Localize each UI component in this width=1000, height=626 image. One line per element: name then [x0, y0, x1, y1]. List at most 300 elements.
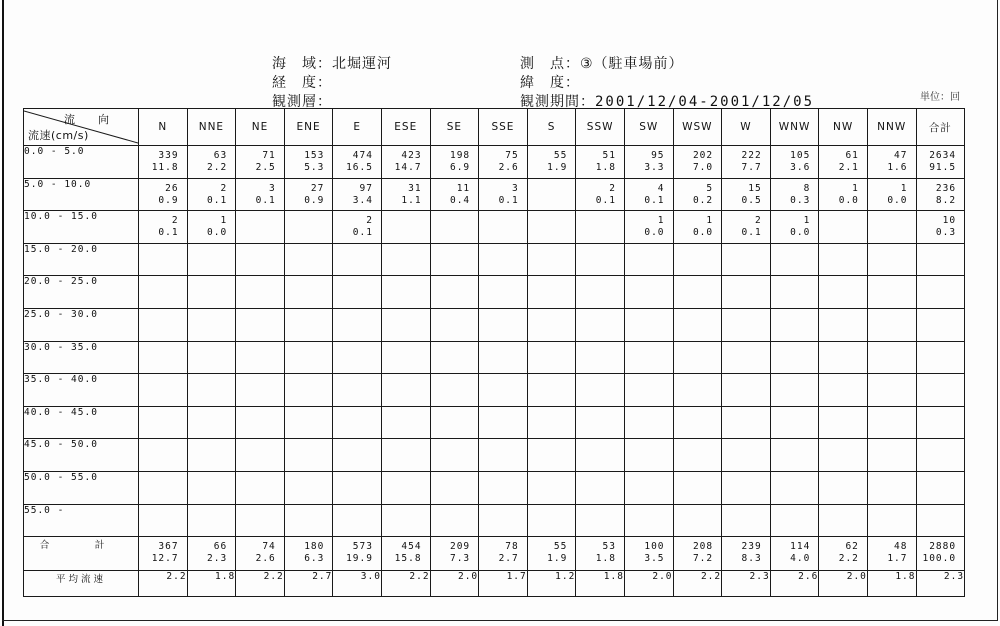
- percent-value: 2.7: [498, 553, 519, 565]
- table-cell: [430, 178, 479, 211]
- table-cell: [333, 374, 382, 407]
- table-cell: [284, 276, 333, 309]
- frequency-value: [139, 179, 187, 207]
- frequency-value: [382, 146, 430, 174]
- total-cell: [527, 537, 576, 571]
- percent-value: 2.6: [255, 553, 276, 565]
- percent-value: 0.0: [207, 227, 228, 239]
- table-cell: [527, 276, 576, 309]
- count-value: 51: [602, 150, 616, 161]
- table-cell: [527, 211, 576, 244]
- count-value: 222: [741, 150, 762, 161]
- percent-value: 2.3: [207, 553, 228, 565]
- table-cell: [479, 406, 528, 439]
- direction-header-ne: NE: [236, 109, 285, 146]
- count-value: 61: [845, 150, 859, 161]
- count-value: 53: [602, 541, 616, 553]
- percent-value: 2.6: [498, 162, 519, 173]
- table-cell: [722, 341, 771, 374]
- average-speed-cell: 2.3: [916, 571, 965, 597]
- table-cell: [916, 504, 965, 537]
- table-cell: [479, 276, 528, 309]
- table-cell: [479, 341, 528, 374]
- table-cell: [430, 406, 479, 439]
- table-cell: [236, 471, 285, 504]
- frequency-value: [236, 537, 284, 565]
- table-cell: [284, 439, 333, 472]
- table-cell: [187, 178, 236, 211]
- table-cell: [576, 504, 625, 537]
- table-cell: [916, 178, 965, 211]
- percent-value: 3.6: [790, 162, 811, 173]
- table-cell: [867, 504, 916, 537]
- table-cell: [722, 374, 771, 407]
- table-cell: [381, 504, 430, 537]
- table-cell: [576, 374, 625, 407]
- frequency-value: [576, 537, 624, 565]
- table-cell: [284, 146, 333, 179]
- average-speed-cell: 1.8: [187, 571, 236, 597]
- frequency-value: [674, 179, 722, 207]
- frequency-value: [236, 146, 284, 174]
- table-cell: [673, 374, 722, 407]
- table-cell: [867, 471, 916, 504]
- table-cell: [722, 276, 771, 309]
- table-cell: [284, 406, 333, 439]
- table-cell: [770, 471, 819, 504]
- table-cell: [722, 471, 771, 504]
- table-cell: [576, 276, 625, 309]
- count-value: 198: [449, 150, 471, 161]
- average-speed-cell: 2.7: [284, 571, 333, 597]
- table-cell: [139, 243, 188, 276]
- count-value: 236: [935, 182, 957, 194]
- total-cell: [284, 537, 333, 571]
- average-speed-cell: 2.3: [722, 571, 771, 597]
- count-value: 8: [803, 182, 811, 194]
- percent-value: 19.9: [346, 553, 373, 565]
- speed-range-label: 5.0 - 10.0: [24, 178, 139, 211]
- percent-value: 0.1: [644, 194, 665, 206]
- frequency-value: [285, 146, 333, 174]
- direction-header-ese: ESE: [381, 109, 430, 146]
- table-cell: [673, 178, 722, 211]
- table-cell: [916, 374, 965, 407]
- station-label: 測 点: [520, 56, 565, 72]
- percent-value: 7.2: [692, 553, 714, 565]
- table-cell: [479, 504, 528, 537]
- count-value: 27: [310, 182, 325, 194]
- table-cell: [624, 471, 673, 504]
- table-cell: [819, 406, 868, 439]
- direction-header-row: [24, 109, 965, 146]
- count-value: 2880: [929, 541, 957, 553]
- table-cell: [284, 308, 333, 341]
- count-value: 74: [262, 541, 276, 553]
- table-cell: [916, 276, 965, 309]
- table-cell: [236, 504, 285, 537]
- table-cell: [527, 374, 576, 407]
- percent-value: 91.5: [929, 162, 957, 173]
- count-value: 1: [852, 182, 859, 194]
- total-cell: [430, 537, 479, 571]
- speed-range-label: 20.0 - 25.0: [24, 276, 139, 309]
- frequency-value: [625, 211, 673, 239]
- percent-value: 0.1: [498, 194, 519, 206]
- total-cell: [819, 537, 868, 571]
- percent-value: 2.1: [838, 162, 859, 173]
- percent-value: 0.1: [207, 194, 228, 206]
- count-value: 202: [692, 150, 714, 161]
- frequency-value: [431, 179, 479, 207]
- count-value: 78: [505, 541, 519, 553]
- table-cell: [187, 374, 236, 407]
- table-cell: [673, 406, 722, 439]
- table-cell: [576, 178, 625, 211]
- frequency-value: [674, 537, 722, 565]
- table-cell: [624, 406, 673, 439]
- total-cell: [576, 537, 625, 571]
- frequency-value: [285, 537, 333, 565]
- percent-value: 16.5: [346, 162, 373, 173]
- count-value: 2: [754, 215, 762, 227]
- count-value: 10: [942, 215, 957, 227]
- total-cell: [139, 537, 188, 571]
- frequency-value: [382, 537, 430, 565]
- count-value: 48: [894, 541, 908, 553]
- count-value: 4: [657, 182, 665, 194]
- frequency-value: [625, 179, 673, 207]
- table-cell: [867, 146, 916, 179]
- percent-value: 0.0: [887, 194, 908, 206]
- observation-layer-label: 観測層: [272, 94, 317, 110]
- table-cell: [576, 406, 625, 439]
- frequency-value: [431, 146, 479, 174]
- percent-value: 0.3: [935, 227, 957, 239]
- percent-value: 1.7: [887, 553, 908, 565]
- count-value: 75: [505, 150, 519, 161]
- table-row: [24, 504, 965, 537]
- table-row: [24, 374, 965, 407]
- frequency-value: [139, 146, 187, 174]
- count-value: 2: [366, 215, 373, 227]
- frequency-value: [722, 211, 770, 239]
- frequency-value: [382, 179, 430, 207]
- frequency-value: [625, 146, 673, 174]
- table-cell: [527, 471, 576, 504]
- count-value: 26: [165, 182, 179, 194]
- table-cell: [187, 243, 236, 276]
- frequency-value: [868, 146, 916, 174]
- frequency-value: [576, 179, 624, 207]
- frequency-value: [139, 211, 187, 239]
- table-cell: [430, 276, 479, 309]
- direction-header-s: S: [527, 109, 576, 146]
- frequency-value: [722, 146, 770, 174]
- table-row: [24, 471, 965, 504]
- table-cell: [770, 243, 819, 276]
- percent-value: 0.5: [741, 194, 762, 206]
- total-cell: [916, 537, 965, 571]
- percent-value: 15.8: [394, 553, 422, 565]
- table-cell: [673, 243, 722, 276]
- table-cell: [284, 243, 333, 276]
- average-speed-cell: 1.8: [576, 571, 625, 597]
- total-cell: [722, 537, 771, 571]
- table-cell: [479, 178, 528, 211]
- table-cell: [624, 374, 673, 407]
- table-cell: [722, 308, 771, 341]
- percent-value: 2.5: [255, 162, 276, 173]
- table-cell: [430, 504, 479, 537]
- table-cell: [722, 406, 771, 439]
- frequency-value: [236, 179, 284, 207]
- table-cell: [819, 504, 868, 537]
- table-cell: [867, 341, 916, 374]
- speed-range-label: 25.0 - 30.0: [24, 308, 139, 341]
- count-value: 66: [213, 541, 228, 553]
- count-value: 153: [304, 150, 325, 161]
- percent-value: 0.1: [255, 194, 276, 206]
- direction-header-nnw: NNW: [867, 109, 916, 146]
- table-cell: [139, 374, 188, 407]
- total-cell: [624, 537, 673, 571]
- speed-range-label: 55.0 -: [24, 504, 139, 537]
- table-cell: [770, 276, 819, 309]
- frequency-value: [625, 537, 673, 565]
- current-frequency-table: [23, 108, 965, 597]
- table-cell: [333, 439, 382, 472]
- colon: ：: [580, 94, 595, 110]
- table-cell: [333, 146, 382, 179]
- speed-range-label: 35.0 - 40.0: [24, 374, 139, 407]
- count-value: 95: [651, 150, 665, 161]
- frequency-value: [722, 537, 770, 565]
- percent-value: 2.2: [838, 553, 859, 565]
- table-cell: [479, 374, 528, 407]
- station-field: [520, 53, 684, 73]
- table-cell: [284, 341, 333, 374]
- count-value: 239: [741, 541, 762, 553]
- table-cell: [722, 504, 771, 537]
- table-cell: [479, 439, 528, 472]
- frequency-value: [479, 537, 527, 565]
- count-value: 474: [352, 150, 373, 161]
- table-cell: [430, 308, 479, 341]
- table-cell: [722, 211, 771, 244]
- count-value: 2: [171, 215, 179, 227]
- table-cell: [916, 211, 965, 244]
- colon: ：: [317, 94, 332, 110]
- frequency-value: [674, 146, 722, 174]
- percent-value: 0.1: [741, 227, 762, 239]
- direction-header-wnw: WNW: [770, 109, 819, 146]
- count-value: 2: [220, 182, 228, 194]
- percent-value: 2.2: [207, 162, 228, 173]
- percent-value: 14.7: [394, 162, 422, 173]
- observation-period-label: 観測期間: [520, 94, 580, 110]
- count-value: 55: [553, 541, 568, 553]
- percent-value: 7.7: [741, 162, 762, 173]
- average-speed-cell: 2.0: [430, 571, 479, 597]
- table-cell: [673, 146, 722, 179]
- speed-range-label: 30.0 - 35.0: [24, 341, 139, 374]
- percent-value: 12.7: [151, 553, 179, 565]
- speed-range-label: 15.0 - 20.0: [24, 243, 139, 276]
- average-speed-cell: 2.6: [770, 571, 819, 597]
- table-cell: [187, 439, 236, 472]
- speed-range-label: 10.0 - 15.0: [24, 211, 139, 244]
- table-cell: [527, 504, 576, 537]
- count-value: 55: [553, 150, 568, 161]
- frequency-value: [819, 146, 867, 174]
- direction-header-se: SE: [430, 109, 479, 146]
- frequency-value: [917, 211, 965, 239]
- colon: ：: [565, 75, 580, 91]
- frequency-value: [188, 211, 236, 239]
- table-row: [24, 406, 965, 439]
- table-cell: [236, 308, 285, 341]
- table-cell: [624, 243, 673, 276]
- table-cell: [236, 374, 285, 407]
- sea-area-field: [272, 53, 392, 73]
- total-cell: [673, 537, 722, 571]
- longitude-label: 経 度: [272, 75, 317, 91]
- count-value: 11: [456, 182, 471, 194]
- percent-value: 8.3: [741, 553, 762, 565]
- corner-header-cell: [24, 109, 139, 146]
- frequency-value: [528, 146, 576, 174]
- table-cell: [916, 146, 965, 179]
- percent-value: 6.3: [304, 553, 325, 565]
- percent-value: 1.1: [401, 194, 422, 206]
- count-value: 2: [609, 182, 616, 194]
- table-cell: [139, 211, 188, 244]
- table-cell: [333, 211, 382, 244]
- table-cell: [430, 439, 479, 472]
- percent-value: 0.1: [158, 227, 179, 239]
- colon: ：: [317, 75, 332, 91]
- table-cell: [381, 471, 430, 504]
- table-cell: [187, 276, 236, 309]
- table-cell: [187, 211, 236, 244]
- table-cell: [624, 211, 673, 244]
- table-cell: [527, 146, 576, 179]
- average-speed-cell: 2.2: [381, 571, 430, 597]
- table-cell: [381, 243, 430, 276]
- table-cell: [916, 471, 965, 504]
- average-speed-cell: 2.0: [819, 571, 868, 597]
- frequency-value: [771, 179, 819, 207]
- table-cell: [673, 504, 722, 537]
- table-cell: [916, 341, 965, 374]
- table-cell: [381, 276, 430, 309]
- frequency-value: [771, 211, 819, 239]
- table-cell: [284, 211, 333, 244]
- percent-value: 3.3: [644, 162, 665, 173]
- average-speed-cell: 1.8: [867, 571, 916, 597]
- table-cell: [624, 178, 673, 211]
- count-value: 47: [894, 150, 908, 161]
- total-cell: [381, 537, 430, 571]
- total-cell: [867, 537, 916, 571]
- direction-header-sw: SW: [624, 109, 673, 146]
- frequency-value: [819, 537, 867, 565]
- percent-value: 3.4: [352, 194, 373, 206]
- table-cell: [867, 406, 916, 439]
- longitude-field: [272, 72, 332, 92]
- frequency-value: [188, 179, 236, 207]
- table-cell: [527, 308, 576, 341]
- table-cell: [139, 406, 188, 439]
- table-cell: [722, 178, 771, 211]
- table-cell: [916, 406, 965, 439]
- frequency-value: [868, 537, 916, 565]
- table-cell: [673, 276, 722, 309]
- table-cell: [139, 178, 188, 211]
- table-cell: [236, 276, 285, 309]
- average-speed-cell: 3.0: [333, 571, 382, 597]
- table-cell: [139, 471, 188, 504]
- table-cell: [284, 374, 333, 407]
- count-value: 1: [803, 215, 811, 227]
- table-cell: [333, 243, 382, 276]
- table-cell: [673, 439, 722, 472]
- table-cell: [916, 308, 965, 341]
- table-cell: [576, 146, 625, 179]
- direction-header-wsw: WSW: [673, 109, 722, 146]
- speed-range-label: 0.0 - 5.0: [24, 146, 139, 179]
- speed-range-label: 50.0 - 55.0: [24, 471, 139, 504]
- total-cell: [187, 537, 236, 571]
- table-cell: [236, 146, 285, 179]
- table-row: [24, 341, 965, 374]
- percent-value: 0.1: [352, 227, 373, 239]
- table-cell: [819, 146, 868, 179]
- count-value: 63: [213, 150, 228, 161]
- colon: ：: [317, 56, 332, 72]
- average-speed-row: [24, 571, 965, 597]
- frequency-value: [333, 211, 381, 239]
- table-cell: [867, 211, 916, 244]
- count-value: 454: [401, 541, 422, 553]
- count-value: 3: [269, 182, 276, 194]
- average-speed-label: 平均流速: [24, 571, 139, 597]
- frequency-value: [431, 537, 479, 565]
- table-cell: [576, 211, 625, 244]
- average-speed-cell: 2.2: [673, 571, 722, 597]
- table-cell: [333, 504, 382, 537]
- table-cell: [479, 471, 528, 504]
- count-value: 180: [304, 541, 325, 553]
- table-cell: [576, 439, 625, 472]
- table-cell: [479, 308, 528, 341]
- table-cell: [430, 243, 479, 276]
- table-cell: [673, 308, 722, 341]
- table-cell: [722, 243, 771, 276]
- percent-value: 11.8: [151, 162, 179, 173]
- table-row: [24, 439, 965, 472]
- count-value: 1: [706, 215, 714, 227]
- table-cell: [381, 178, 430, 211]
- table-cell: [333, 471, 382, 504]
- direction-header-nne: NNE: [187, 109, 236, 146]
- direction-header-w: W: [722, 109, 771, 146]
- table-cell: [139, 504, 188, 537]
- table-cell: [284, 178, 333, 211]
- percent-value: 1.8: [595, 553, 616, 565]
- total-cell: [770, 537, 819, 571]
